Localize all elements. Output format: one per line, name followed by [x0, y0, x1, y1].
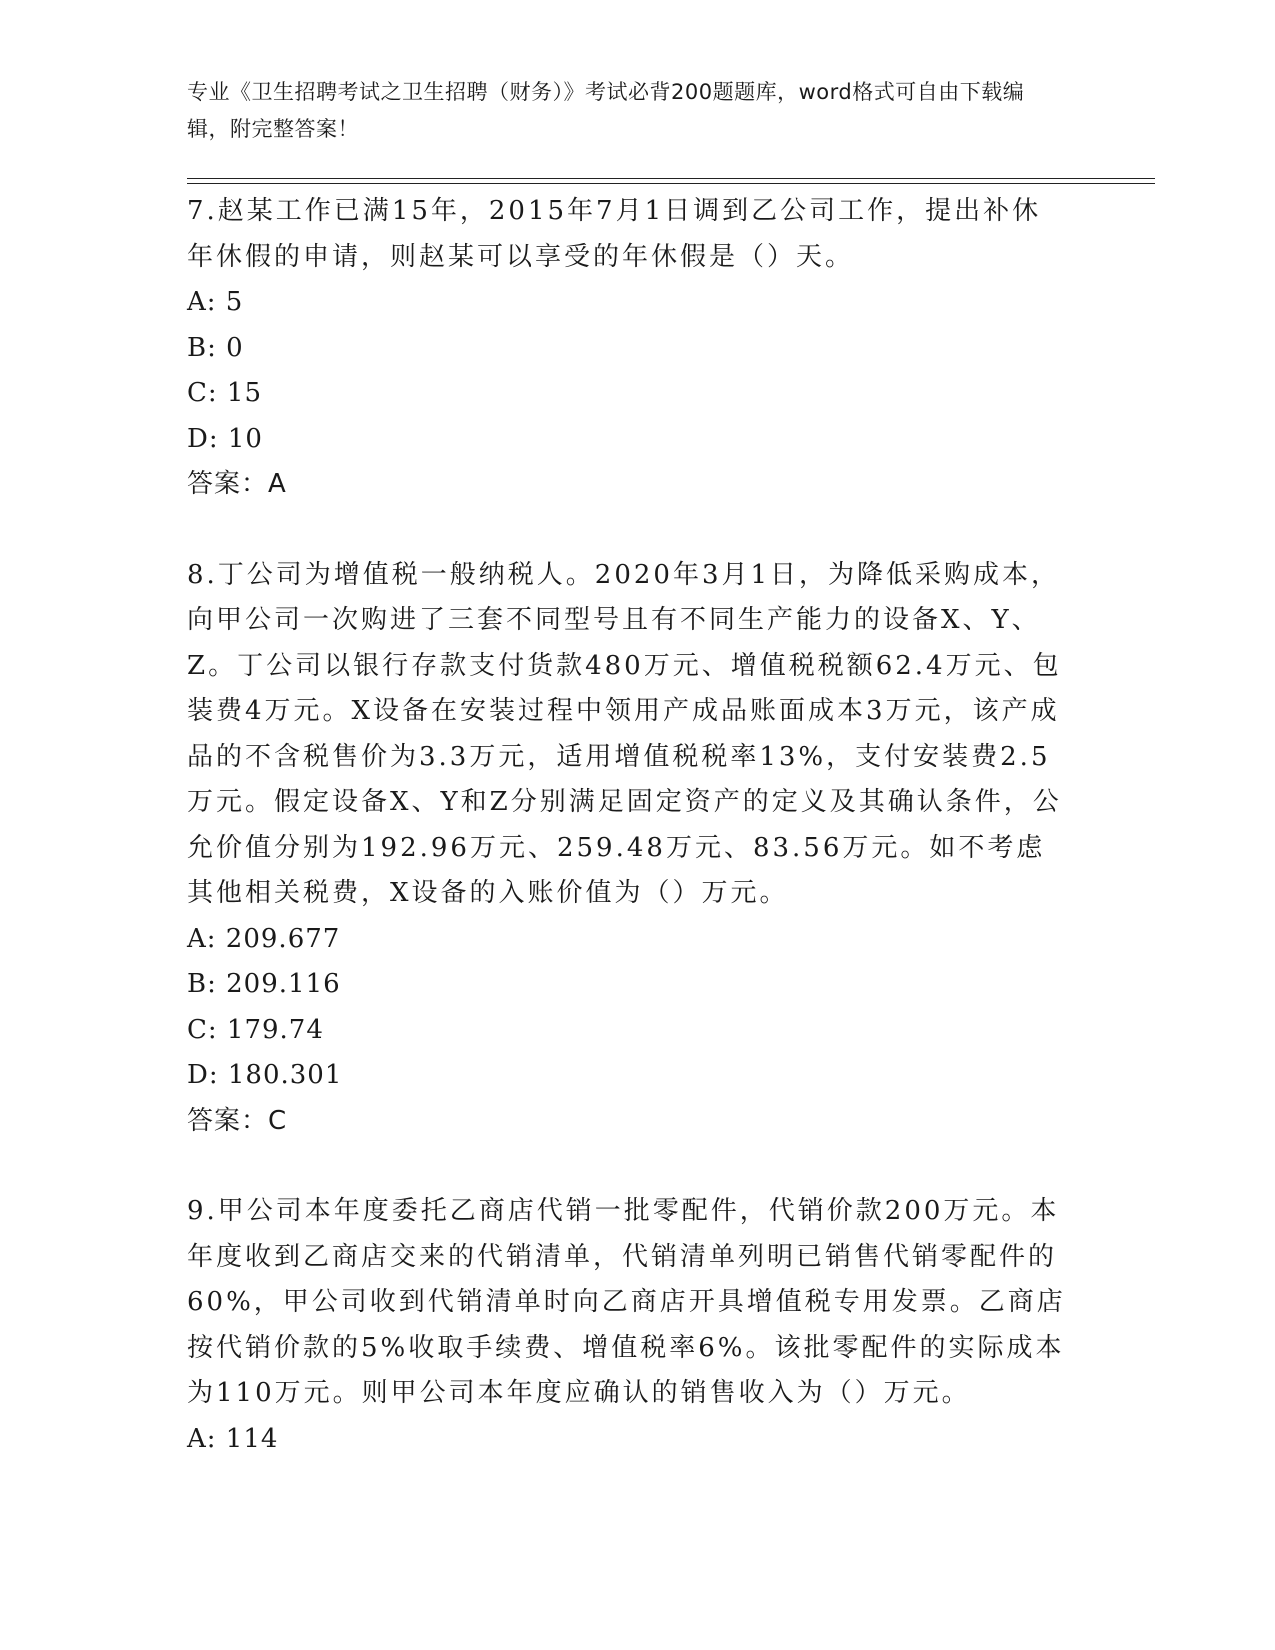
option-d: D: 180.301 — [187, 1060, 343, 1090]
option-a: A: 114 — [187, 1423, 279, 1454]
option-c: C: 179.74 — [187, 1014, 324, 1045]
question-9 — [187, 1189, 1087, 1462]
header-divider-bottom — [187, 183, 1155, 184]
option-b: B: 209.116 — [187, 969, 341, 999]
question-stem: 8.丁公司为增值税一般纳税人。2020年3月1日，为降低采购成本，向甲公司一次购进了三套不同型号且有不同生产能力的设备X、Y、Z。丁公司以银行存款支付货款480万元、增值税税额62.4万元、包装费4万元。X设备在安装过程中领用产成品账面成本3万元，该产成品的不含税售价为3.3万元，适用增值税税率13%，支付安装费2.5万元。假定设备X、Y和Z分别满足固定资产的定义及其确认条件，公允价值分别为192.96万元、259.48万元、83.56万元。如不考虑其他相关税费，X设备的入账价值为（）万元。 — [187, 559, 1062, 908]
document-header: 专业《卫生招聘考试之卫生招聘（财务）》考试必背200题题库，word格式可自由下载编辑，附完整答案！ — [187, 80, 1025, 141]
option-a: A: 5 — [187, 287, 244, 317]
answer-line: 答案：C — [187, 1105, 288, 1136]
question-spacer — [187, 1144, 1087, 1189]
question-8 — [187, 553, 1087, 1145]
answer-line: 答案：A — [187, 469, 287, 499]
option-d: D: 10 — [187, 423, 263, 454]
question-7 — [187, 189, 1087, 508]
question-list — [187, 189, 1087, 1462]
option-b: B: 0 — [187, 332, 244, 363]
option-c: C: 15 — [187, 378, 263, 408]
question-stem: 9.甲公司本年度委托乙商店代销一批零配件，代销价款200万元。本年度收到乙商店交来的代销清单，代销清单列明已销售代销零配件的60%，甲公司收到代销清单时向乙商店开具增值税专用发票。乙商店按代销价款的5%收取手续费、增值税率6%。该批零配件的实际成本为110万元。则甲公司本年度应确认的销售收入为（）万元。 — [187, 1196, 1066, 1408]
option-a: A: 209.677 — [187, 923, 341, 954]
header-divider-top — [187, 178, 1155, 179]
question-stem: 7.赵某工作已满15年，2015年7月1日调到乙公司工作，提出补休年休假的申请，则赵某可以享受的年休假是（）天。 — [187, 196, 1042, 272]
question-spacer — [187, 508, 1087, 553]
